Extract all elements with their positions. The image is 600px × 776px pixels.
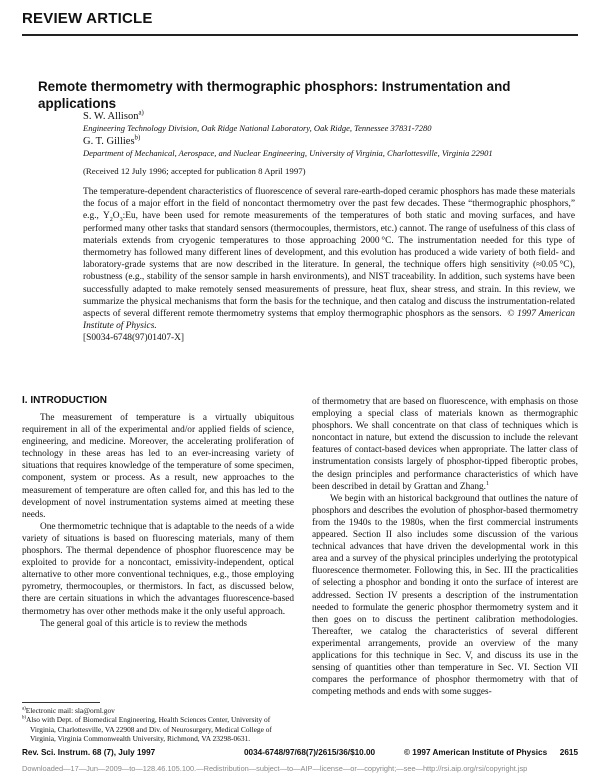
- abstract: [83, 186, 575, 345]
- author-mark: b): [134, 134, 141, 142]
- author-affiliation: Engineering Technology Division, Oak Ridge National Laboratory, Oak Ridge, Tennessee 37831-7280: [83, 123, 432, 133]
- paragraph: The general goal of this article is to review the methods: [40, 618, 248, 629]
- footer-journal: Rev. Sci. Instrum. 68 (7), July 1997: [22, 748, 156, 757]
- article-title: Remote thermometry with thermographic phosphors: Instrumentation and applications: [38, 79, 511, 111]
- paragraph: We begin with an historical background that outlines the nature of phosphors and describes the evolution of phosphor-based thermometry from the 1940s to the 1980s, when the first commercial instruments appeared. Section II also includes some discussion of the various technical advances that have driven the developmental work in this area and a survey of the physical principles underlying the prototypical fluorescence thermometer. Following this, in Sec. III the practicalities of selecting a phosphor and bonding it onto the surface of interest are addressed. Section IV presents a description of the instrumentation needed to formulate the generic phosphor thermometry system and it then goes on to discuss the pertinent calibration methodologies. Thereafter, we catalog the characteristics of several different experimental arrangements, provide an overview of the many applications for this technique in Sec. V, and discuss its use in the sensing of quantities other than temperature in Sec. VI. Section VII compares the performance of phosphor thermometry with that of competing methods and ends with some sugges-: [312, 493, 578, 698]
- author-1: [83, 111, 144, 123]
- header-rule: [22, 34, 578, 36]
- author-affiliation: Department of Mechanical, Aerospace, and Nuclear Engineering, University of Virginia, Charlottesville, Virginia 22901: [83, 148, 493, 158]
- footnote-mark: a): [22, 706, 26, 712]
- paragraph: The measurement of temperature is a virtually ubiquitous requirement in all of the experimental and/or applied fields of science, engineering, and medicine. Moreover, the accelerating proliferation of technology in these areas has led to an ever-increasing variety of situations that requires knowledge of the temperature of some specimen, component, system or process. As a result, new approaches to the measurement of temperature are often called for, and this has led to the development of novel instrumentation systems aimed at meeting these needs.: [22, 413, 294, 520]
- page-number: 2615: [559, 748, 578, 757]
- footer-copyright: © 1997 American Institute of Physics: [404, 748, 548, 757]
- paragraph: [312, 396, 578, 493]
- right-column: [312, 396, 578, 698]
- citation-ref: 1: [486, 480, 490, 487]
- footnote-text: Also with Dept. of Biomedical Engineering, Health Sciences Center, University of Virginia, Charlottesville, VA 22908 and Div. of Neurosurgery, Medical College of Virginia, Virginia Commonwealth University, Richmond, VA 23298-0631.: [26, 715, 272, 744]
- footnotes: [22, 706, 294, 744]
- author-name: G. T. Gillies: [83, 136, 135, 147]
- abstract-subscript: 3: [119, 217, 123, 224]
- abstract-copyright: © 1997 American Institute of Physics.: [83, 309, 575, 332]
- section-heading: I. INTRODUCTION: [22, 395, 107, 406]
- abstract-text: O: [112, 211, 120, 222]
- footnote-mark: b): [22, 715, 26, 721]
- author-mark: a): [138, 109, 144, 117]
- author-2: [83, 136, 140, 148]
- paragraph-text: of thermometry that are based on fluorescence, with emphasis on those employing a special class of materials known as thermographic phosphors. We shall concentrate on that class of techniques which is noncontact in nature, but extend the discussion to include the relevant features of contact-based devices when appropriate. The latter class of instrumentation consists largely of phosphor-tipped fiberoptic probes, the design principles and performance characteristics of which have been described in detail by Grattan and Zhang.: [312, 397, 578, 492]
- footnote-rule: [22, 702, 100, 703]
- abstract-text: :Eu, have been used for remote measurements of the temperatures of both static and moving surfaces, and have performed many other tasks that standard sensors (thermocouples, thermistors, etc.) cannot. The range of usefulness of this class of materials extends from cryogenic temperatures to those approaching 2000 °C. The instrumentation needed for this type of thermometry has followed many different lines of development, and this evolution has produced a wide variety of both field- and laboratory-grade systems that are now described in the literature. In general, the technique offers high sensitivity (≈0.05 °C), robustness (e.g., stability of the sensor sample in harsh environments), and NIST traceability. In addition, such systems have been successfully adapted to make remotely sensed measurements of pressure, heat flux, shear stress, and strain. In this review, we summarize the physical mechanisms that form the basis for the technique, and then catalog and discuss the instrumentation-related aspects of several different remote thermometry systems that employ thermographic phosphors as the sensors.: [83, 211, 575, 320]
- received-dates: (Received 12 July 1996; accepted for publication 8 April 1997): [83, 166, 306, 176]
- paragraph: One thermometric technique that is adaptable to the needs of a wide variety of situations is based on fluorescing materials, many of them phosphors. The thermal dependence of phosphor fluorescence may be exploited to provide for a noncontact, emissivity-independent, optical alternative to other more conventional techniques, e.g., those employing pyrometry, thermocouples, or thermistors. In fact, as discussed below, there are certain situations in which the advantages fluorescence-based thermometry has over other methods make it the only useful approach.: [22, 521, 294, 617]
- abstract-text: The temperature-dependent characteristics of fluorescence of several rare-earth-doped ceramic phosphors has made these materials the focus of a major effort in the field of noncontact thermometry over the past few decades. These “thermographic phosphors,” e.g., Y: [83, 187, 575, 222]
- footer-code: 0034-6748/97/68(7)/2615/36/$10.00: [244, 748, 376, 757]
- footnote: [22, 706, 294, 715]
- left-column: [22, 412, 294, 630]
- author-name: S. W. Allison: [83, 111, 139, 122]
- section-label: REVIEW ARTICLE: [22, 10, 153, 27]
- abstract-subscript: 2: [109, 217, 113, 224]
- abstract-code: [S0034-6748(97)01407-X]: [83, 333, 185, 344]
- footnote: [22, 715, 294, 743]
- download-notice: Downloaded—17—Jun—2009—to—128.46.105.100.—Redistribution—subject—to—AIP—license—or—copyright;—see—http://rsi.aip.org/rsi/copyright.jsp: [22, 764, 528, 773]
- footnote-text: Electronic mail: sla@ornl.gov: [25, 706, 115, 715]
